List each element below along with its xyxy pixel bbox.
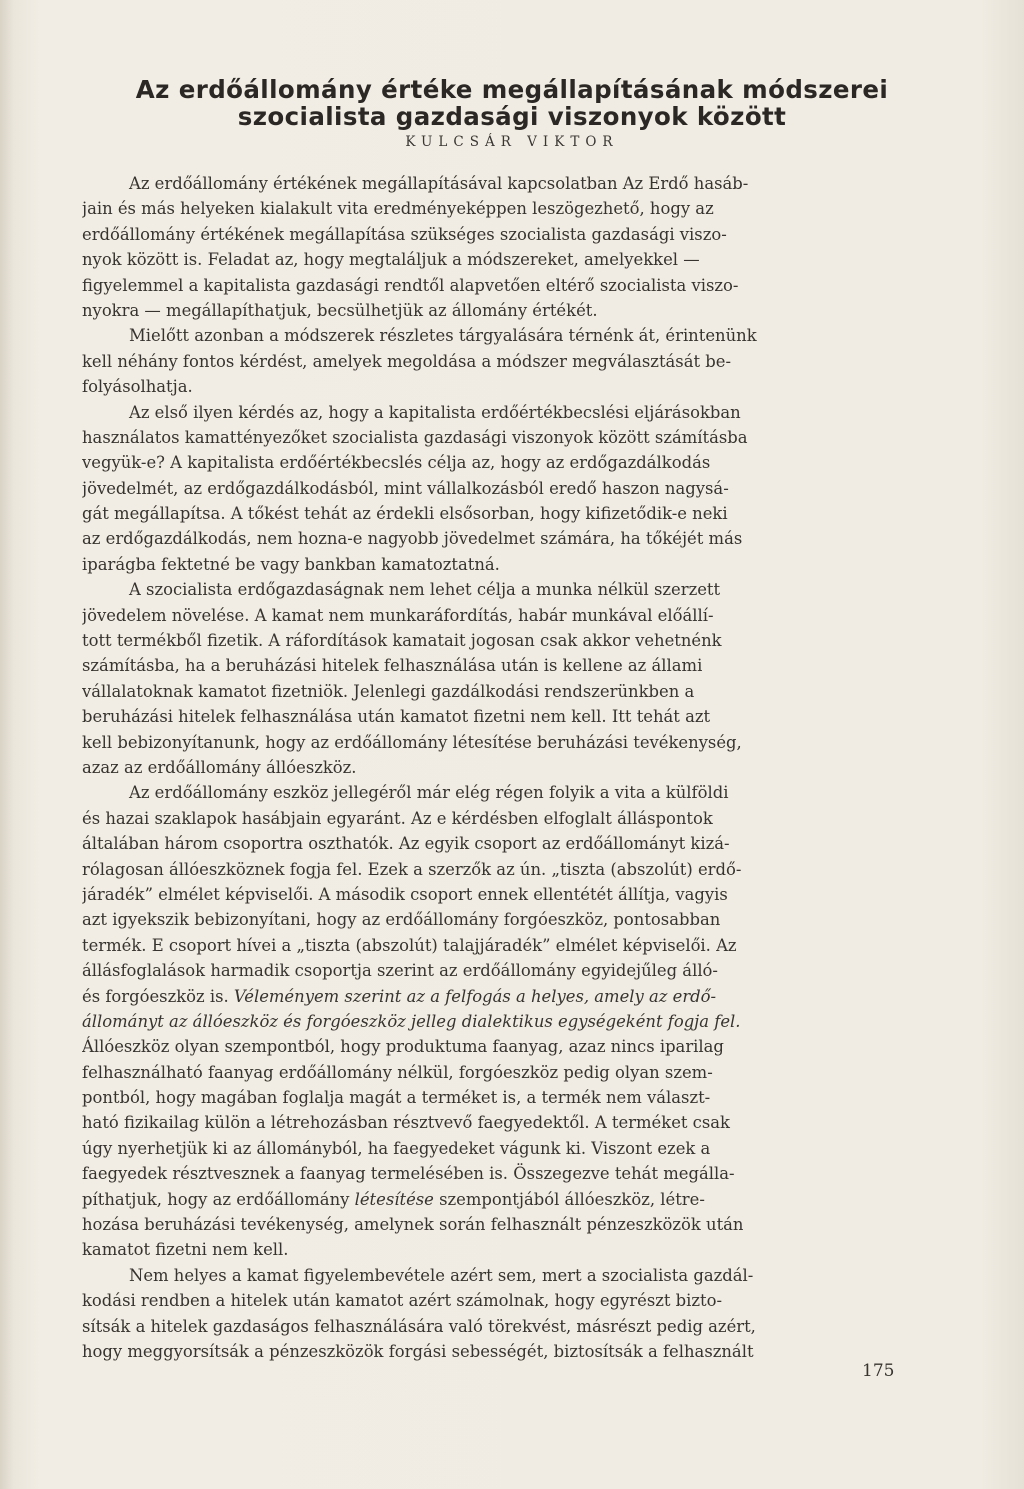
- text-line: [82, 1034, 898, 1059]
- text-line: [82, 907, 898, 932]
- text-line: [82, 1161, 898, 1186]
- text-line: [82, 1060, 898, 1085]
- text-line: [82, 425, 898, 450]
- text-line: [82, 247, 898, 272]
- text-line: [82, 628, 898, 653]
- text-line: [82, 755, 898, 780]
- text-run: folyásolhatja.: [82, 377, 193, 397]
- text-line: [82, 806, 898, 831]
- text-run: kell bebizonyítanunk, hogy az erdőállomány létesítése beruházási tevékenység,: [82, 732, 742, 752]
- text-line: [82, 450, 898, 475]
- text-line: [82, 730, 898, 755]
- text-line: [82, 831, 898, 856]
- text-run: vállalatoknak kamatot fizetniök. Jelenlegi gazdálkodási rendszerünkben a: [82, 681, 695, 701]
- text-line: [82, 704, 898, 729]
- text-run: kamatot fizetni nem kell.: [82, 1240, 289, 1260]
- text-line: [82, 1314, 898, 1339]
- text-line: [82, 526, 898, 551]
- text-run: szempontjából állóeszköz, létre-: [433, 1189, 705, 1209]
- text-run: pontból, hogy magában foglalja magát a terméket is, a termék nem választ-: [82, 1088, 711, 1108]
- text-run: jain és más helyeken kialakult vita eredményeképpen leszögezhető, hogy az: [82, 199, 714, 219]
- text-run: nyok között is. Feladat az, hogy megtaláljuk a módszereket, amelyekkel —: [82, 250, 700, 270]
- text-run: Az erdőállomány eszköz jellegéről már elég régen folyik a vita a külföldi: [129, 783, 729, 803]
- text-run: Mielőtt azonban a módszerek részletes tárgyalására térnénk át, érintenünk: [129, 326, 757, 346]
- text-run: és forgóeszköz is.: [82, 986, 234, 1006]
- text-run: használatos kamattényezőket szocialista gazdasági viszonyok között számításba: [82, 427, 748, 447]
- text-run: sítsák a hitelek gazdaságos felhasználására való törekvést, másrészt pedig azért,: [82, 1316, 756, 1336]
- text-run: kodási rendben a hitelek után kamatot azért számolnak, hogy egyrészt bizto-: [82, 1291, 723, 1311]
- article-body: [82, 171, 898, 1364]
- text-run: gát megállapítsa. A tőkést tehát az érdekli elsősorban, hogy kifizetődik-e neki: [82, 504, 728, 524]
- text-line: [82, 958, 898, 983]
- text-line: [82, 984, 898, 1009]
- text-run: Az erdőállomány értékének megállapításával kapcsolatban Az Erdő hasáb-: [129, 174, 749, 193]
- text-line: [82, 171, 898, 196]
- text-run: felhasználható faanyag erdőállomány nélkül, forgóeszköz pedig olyan szem-: [82, 1062, 713, 1082]
- emphasis-run: állományt az állóeszköz és forgóeszköz jelleg dialektikus egységeként fogja fel.: [82, 1011, 741, 1031]
- text-run: píthatjuk, hogy az erdőállomány: [82, 1189, 355, 1209]
- text-line: [82, 349, 898, 374]
- text-line: [82, 1085, 898, 1110]
- text-line: [82, 603, 898, 628]
- text-line: [82, 1237, 898, 1262]
- text-run: számításba, ha a beruházási hitelek felhasználása után is kellene az állami: [82, 656, 703, 676]
- text-line: [82, 400, 898, 425]
- emphasis-run: Véleményem szerint az a felfogás a helyes, amely az erdő-: [233, 986, 717, 1006]
- text-line: [82, 273, 898, 298]
- text-run: Állóeszköz olyan szempontból, hogy produktuma faanyag, azaz nincs iparilag: [82, 1037, 724, 1057]
- text-line: [82, 1263, 898, 1288]
- text-run: vegyük-e? A kapitalista erdőértékbecslés célja az, hogy az erdőgazdálkodás: [82, 453, 711, 473]
- text-line: [82, 1212, 898, 1237]
- text-run: tott termékből fizetik. A ráfordítások kamatait jogosan csak akkor vehetnénk: [82, 631, 722, 651]
- article-title-line-2: szocialista gazdasági viszonyok között: [237, 102, 787, 131]
- text-line: [82, 1288, 898, 1313]
- text-line: [82, 1187, 898, 1212]
- text-line: [82, 374, 898, 399]
- author-name: KULCSÁR VIKTOR: [405, 134, 619, 150]
- text-run: faegyedek résztvesznek a faanyag termelésében is. Összegezve tehát megálla-: [82, 1164, 735, 1184]
- text-run: azaz az erdőállomány állóeszköz.: [82, 757, 357, 777]
- text-line: [82, 780, 898, 805]
- text-line: [82, 1136, 898, 1161]
- text-run: beruházási hitelek felhasználása után kamatot fizetni nem kell. Itt tehát azt: [82, 707, 711, 727]
- text-run: általában három csoportra oszthatók. Az egyik csoport az erdőállományt kizá-: [82, 834, 730, 854]
- text-run: Nem helyes a kamat figyelembevétele azért sem, mert a szocialista gazdál-: [129, 1265, 754, 1285]
- text-run: járadék” elmélet képviselői. A második csoport ennek ellentétét állítja, vagyis: [82, 884, 728, 904]
- text-line: [82, 476, 898, 501]
- text-line: [82, 501, 898, 526]
- text-line: [82, 1110, 898, 1135]
- text-line: [82, 679, 898, 704]
- text-run: azt igyekszik bebizonyítani, hogy az erdőállomány forgóeszköz, pontosabban: [82, 910, 721, 930]
- text-run: hogy meggyorsítsák a pénzeszközök forgási sebességét, biztosítsák a felhasznált: [82, 1341, 754, 1361]
- text-run: jövedelmét, az erdőgazdálkodásból, mint vállalkozásból eredő haszon nagysá-: [82, 478, 729, 498]
- text-run: ható fizikailag külön a létrehozásban résztvevő faegyedektől. A terméket csak: [82, 1113, 730, 1133]
- text-run: úgy nyerhetjük ki az állományból, ha faegyedeket vágunk ki. Viszont ezek a: [82, 1138, 711, 1158]
- text-line: [82, 653, 898, 678]
- text-run: figyelemmel a kapitalista gazdasági rendtől alapvetően eltérő szocialista viszo-: [82, 275, 739, 295]
- text-run: és hazai szaklapok hasábjain egyaránt. Az e kérdésben elfoglalt álláspontok: [82, 808, 713, 828]
- text-line: [82, 577, 898, 602]
- text-line: [82, 552, 898, 577]
- text-line: [82, 1009, 898, 1034]
- text-run: hozása beruházási tevékenység, amelynek során felhasznált pénzeszközök után: [82, 1215, 744, 1235]
- text-run: iparágba fektetné be vagy bankban kamatoztatná.: [82, 554, 500, 574]
- text-line: [82, 1339, 898, 1364]
- emphasis-run: létesítése: [354, 1189, 434, 1209]
- page-number: 175: [862, 1361, 895, 1381]
- text-line: [82, 323, 898, 348]
- text-run: A szocialista erdőgazdaságnak nem lehet célja a munka nélkül szerzett: [129, 580, 721, 600]
- text-line: [82, 222, 898, 247]
- text-run: rólagosan állóeszköznek fogja fel. Ezek a szerzők az ún. „tiszta (abszolút) erdő-: [82, 859, 742, 879]
- text-run: jövedelem növelése. A kamat nem munkaráfordítás, habár munkával előállí-: [82, 605, 714, 625]
- text-run: állásfoglalások harmadik csoportja szerint az erdőállomány egyidejűleg álló-: [82, 961, 718, 981]
- text-run: Az első ilyen kérdés az, hogy a kapitalista erdőértékbecslési eljárásokban: [129, 402, 741, 422]
- article-title-line-1: Az erdőállomány értéke megállapításának módszerei: [135, 75, 889, 104]
- text-run: az erdőgazdálkodás, nem hozna-e nagyobb jövedelmet számára, ha tőkéjét más: [82, 529, 743, 549]
- text-line: [82, 196, 898, 221]
- text-run: nyokra — megállapíthatjuk, becsülhetjük az állomány értékét.: [82, 300, 598, 320]
- text-line: [82, 882, 898, 907]
- text-line: [82, 857, 898, 882]
- text-run: kell néhány fontos kérdést, amelyek megoldása a módszer megválasztását be-: [82, 351, 732, 371]
- text-run: erdőállomány értékének megállapítása szükséges szocialista gazdasági viszo-: [82, 224, 727, 244]
- text-line: [82, 298, 898, 323]
- text-line: [82, 933, 898, 958]
- text-run: termék. E csoport hívei a „tiszta (abszolút) talajjáradék” elmélet képviselői. Az: [82, 935, 737, 955]
